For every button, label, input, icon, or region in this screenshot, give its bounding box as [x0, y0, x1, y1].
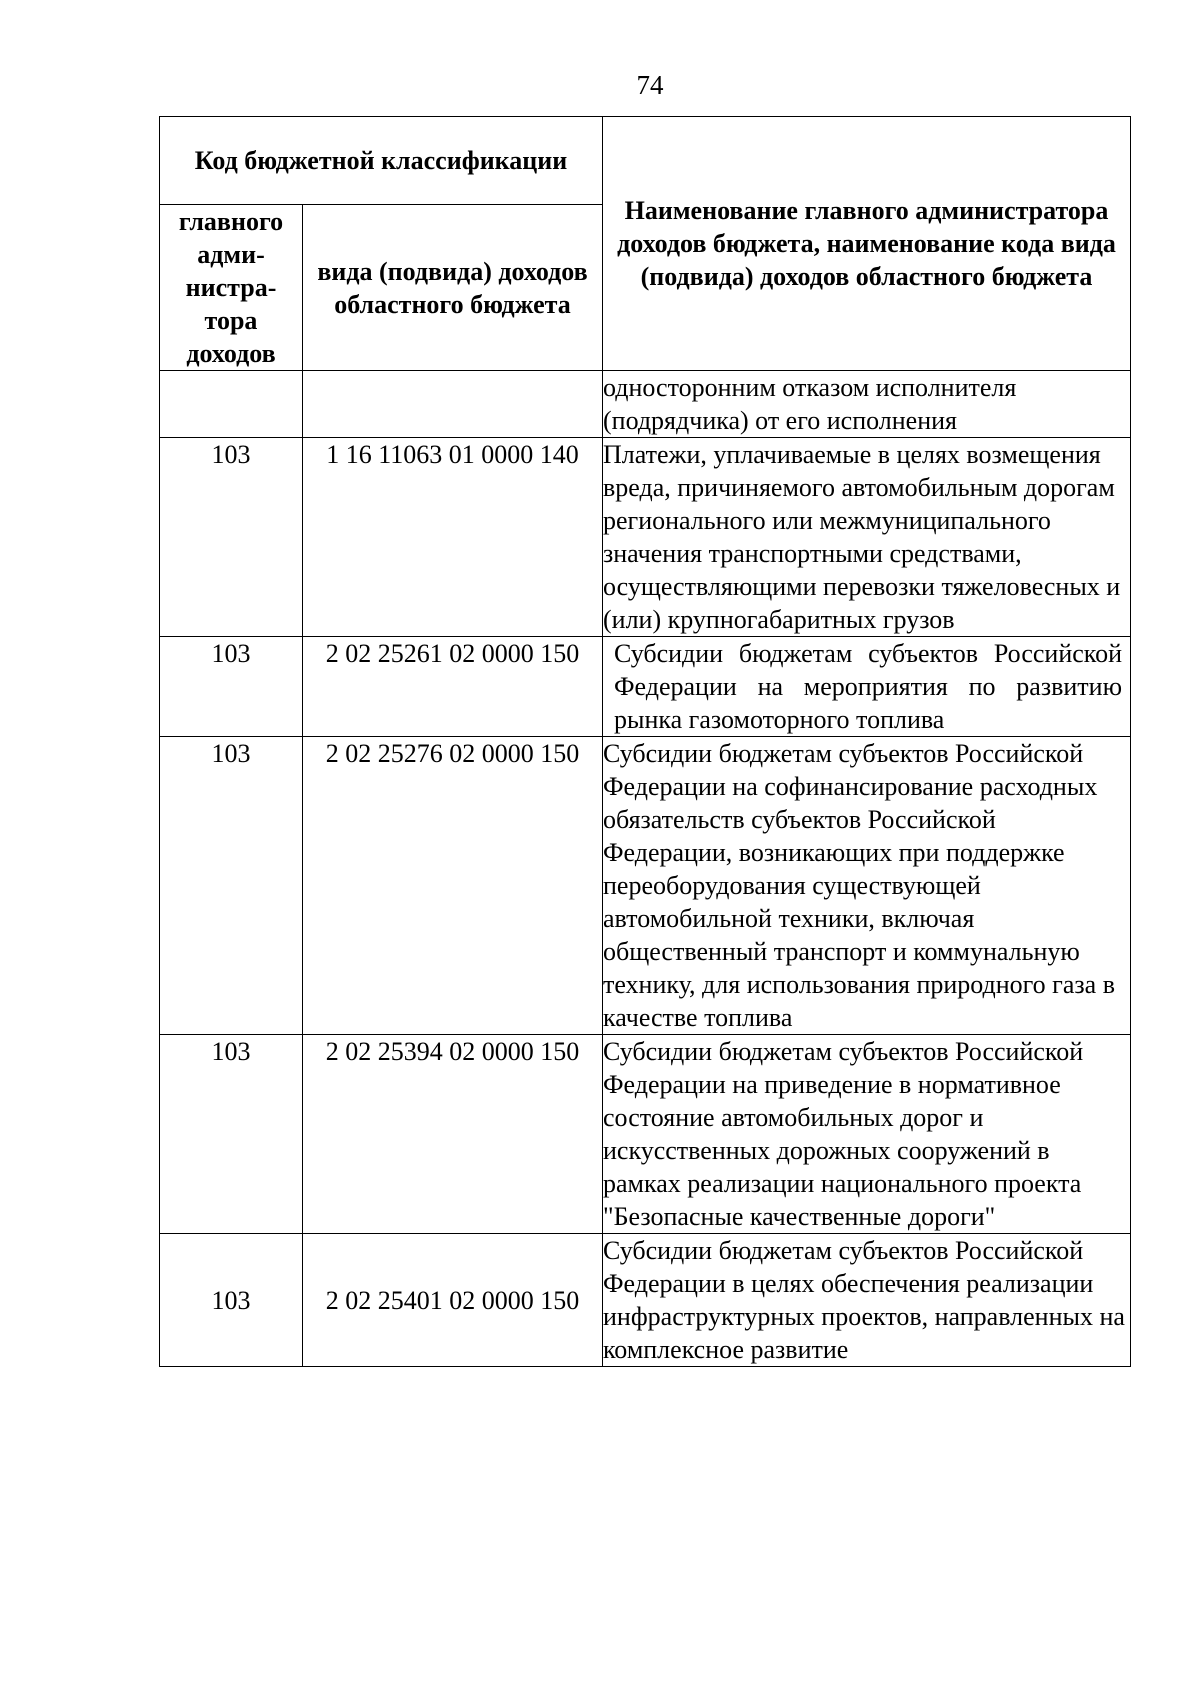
budget-classification-table	[159, 116, 1131, 1367]
revenue-code-cell: 1 16 11063 01 0000 140	[303, 438, 603, 637]
table-row	[160, 438, 1131, 637]
table-row	[160, 1234, 1131, 1367]
revenue-name-cell: Платежи, уплачиваемые в целях возмещения вреда, причиняемого автомобильным дорогам регионального или межмуниципального значения транспортными средствами, осуществляющими перевозки тяжеловесных и (или) крупногабаритных грузов	[603, 438, 1131, 637]
revenue-name-cell: односторонним отказом исполнителя (подрядчика) от его исполнения	[603, 371, 1131, 438]
revenue-name-cell: Субсидии бюджетам субъектов Российской Федерации в целях обеспечения реализации инфраструктурных проектов, направленных на комплексное развитие	[603, 1234, 1131, 1367]
table-row	[160, 371, 1131, 438]
table-row	[160, 737, 1131, 1035]
admin-code-cell: 103	[160, 1035, 303, 1234]
table-row	[160, 1035, 1131, 1234]
header-name-column: Наименование главного администратора доходов бюджета, наименование кода вида (подвида) доходов областного бюджета	[603, 117, 1131, 371]
admin-code-cell: 103	[160, 737, 303, 1035]
table-row	[160, 637, 1131, 737]
header-code-column: вида (подвида) доходов областного бюджета	[303, 205, 603, 371]
revenue-name-cell: Субсидии бюджетам субъектов Российской Федерации на мероприятия по развитию рынка газомоторного топлива	[603, 637, 1131, 737]
admin-code-cell: 103	[160, 438, 303, 637]
revenue-name-cell: Субсидии бюджетам субъектов Российской Федерации на приведение в нормативное состояние автомобильных дорог и искусственных дорожных сооружений в рамках реализации национального проекта "Безопасные качественные дороги"	[603, 1035, 1131, 1234]
admin-code-cell	[160, 371, 303, 438]
revenue-code-cell: 2 02 25401 02 0000 150	[303, 1234, 603, 1367]
revenue-name-cell: Субсидии бюджетам субъектов Российской Федерации на софинансирование расходных обязательств субъектов Российской Федерации, возникающих при поддержке переоборудования существующей автомобильной техники, включая общественный транспорт и коммунальную технику, для использования природного газа в качестве топлива	[603, 737, 1131, 1035]
admin-code-cell: 103	[160, 1234, 303, 1367]
header-admin-column: главного адми-нистра-тора доходов	[160, 205, 303, 371]
revenue-code-cell	[303, 371, 603, 438]
revenue-code-cell: 2 02 25394 02 0000 150	[303, 1035, 603, 1234]
admin-code-cell: 103	[160, 637, 303, 737]
revenue-code-cell: 2 02 25276 02 0000 150	[303, 737, 603, 1035]
page-number: 74	[636, 70, 664, 100]
header-budget-classification-code: Код бюджетной классификации	[160, 117, 603, 205]
revenue-code-cell: 2 02 25261 02 0000 150	[303, 637, 603, 737]
